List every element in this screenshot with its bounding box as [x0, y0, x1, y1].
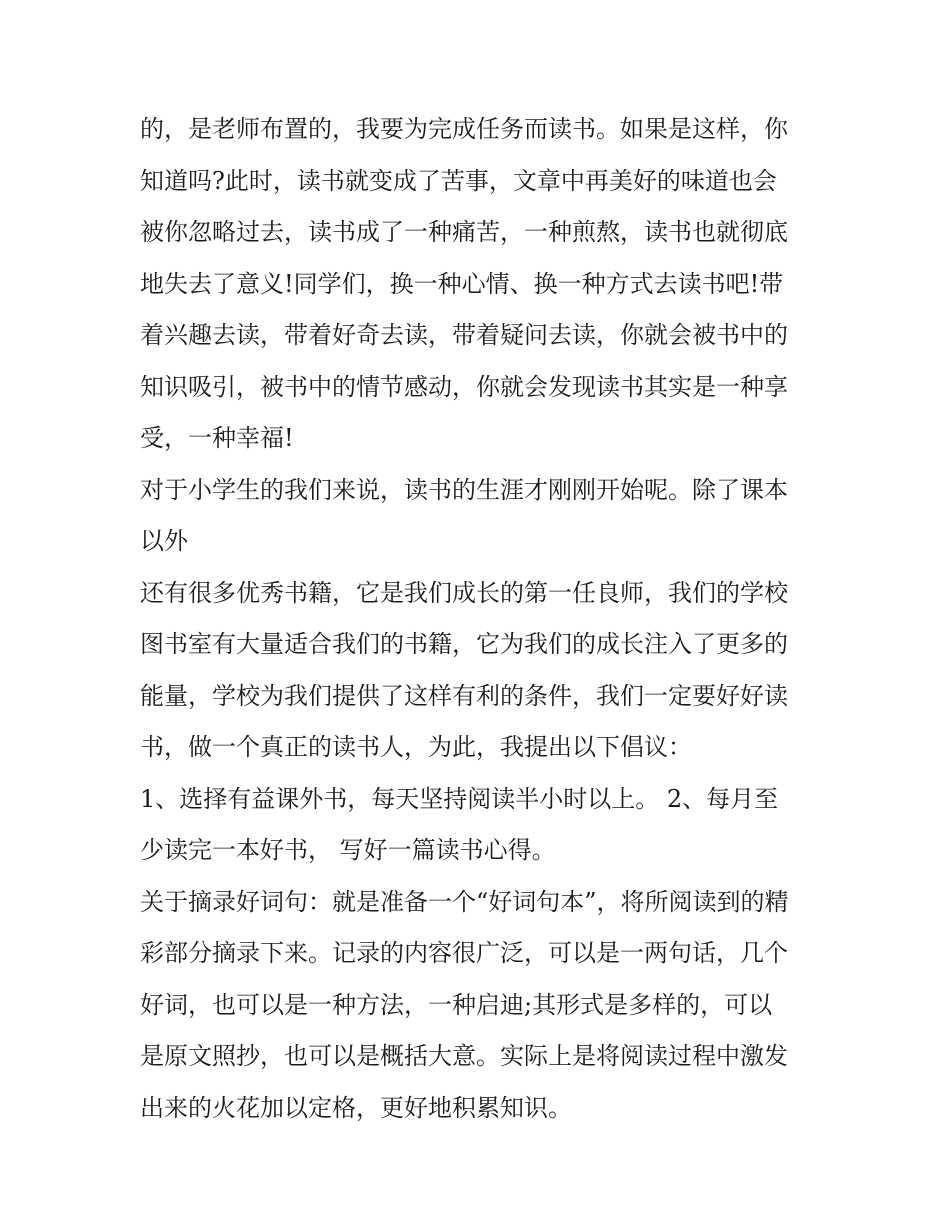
body-text	[140, 104, 820, 1134]
text-line: 对于小学生的我们来说，读书的生涯才刚刚开始呢。除了课本	[140, 475, 788, 504]
text-line: 关于摘录好词句：就是准备一个“好词句本”，将所阅读到的精	[140, 887, 789, 916]
text-line: 知道吗?此时，读书就变成了苦事，文章中再美好的味道也会	[140, 166, 777, 195]
text-line: 知识吸引，被书中的情节感动，你就会发现读书其实是一种享	[140, 372, 788, 401]
text-line: 1、选择有益课外书，每天坚持阅读半小时以上。 2、每月至	[140, 784, 779, 813]
text-line: 是原文照抄，也可以是概括大意。实际上是将阅读过程中激发	[140, 1042, 788, 1070]
text-line: 地失去了意义!同学们，换一种心情、换一种方式去读书吧!带	[140, 269, 784, 298]
text-line: 书，做一个真正的读书人，为此，我提出以下倡议：	[140, 733, 692, 761]
text-line: 着兴趣去读，带着好奇去读，带着疑问去读，你就会被书中的	[140, 321, 788, 349]
text-line: 好词，也可以是一种方法，一种启迪;其形式是多样的，可以	[140, 990, 773, 1019]
text-line: 以外	[140, 527, 188, 555]
text-line: 出来的火花加以定格，更好地积累知识。	[140, 1093, 572, 1122]
text-line: 少读完一本好书， 写好一篇读书心得。	[140, 836, 556, 864]
text-line: 受，一种幸福!	[140, 424, 294, 452]
text-line: 能量，学校为我们提供了这样有利的条件，我们一定要好好读	[140, 681, 788, 710]
text-line: 还有很多优秀书籍，它是我们成长的第一任良师，我们的学校	[140, 578, 788, 607]
text-line: 彩部分摘录下来。记录的内容很广泛，可以是一两句话，几个	[140, 939, 788, 967]
text-line: 的，是老师布置的，我要为完成任务而读书。如果是这样，你	[140, 115, 788, 143]
text-line: 被你忽略过去，读书成了一种痛苦，一种煎熬，读书也就彻底	[140, 218, 788, 246]
text-line: 图书室有大量适合我们的书籍，它为我们的成长注入了更多的	[140, 630, 788, 658]
